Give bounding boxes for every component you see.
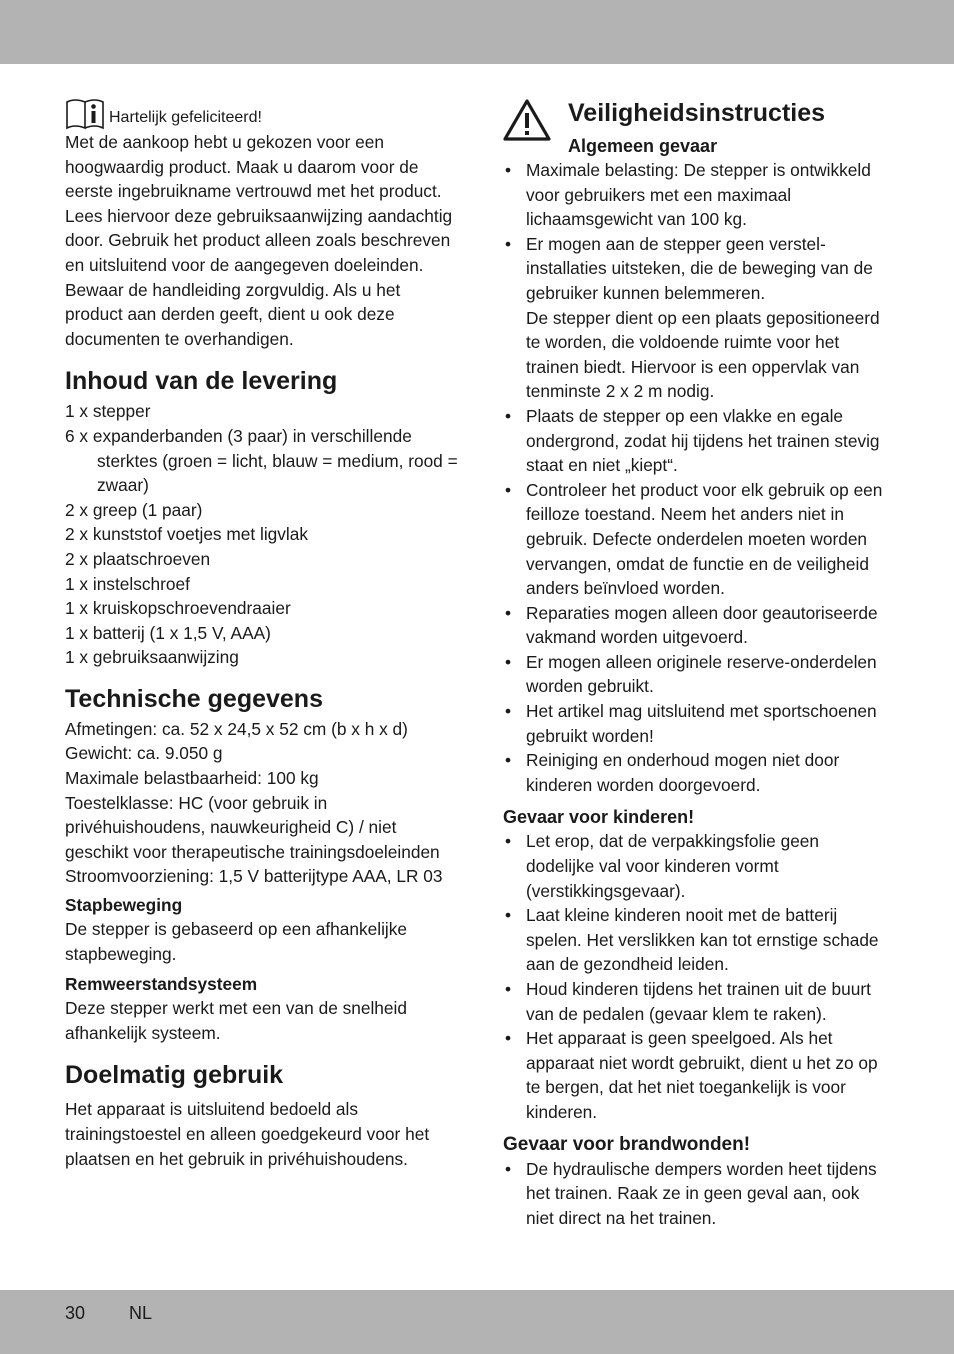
list-item: • Houd kinderen tijdens het trainen uit de buurt van de pedalen (gevaar klem te raken). — [503, 977, 888, 1026]
safety-heading: Veiligheidsinstructies — [568, 99, 826, 127]
burns-danger-list — [503, 1157, 888, 1231]
tech-line: Maximale belastbaarheid: 100 kg — [65, 768, 319, 789]
list-item: 2 x kunststof voetjes met ligvlak — [65, 524, 309, 545]
delivery-list — [65, 399, 460, 670]
rem-heading: Remweerstandsysteem — [65, 974, 258, 995]
intro-text: Met de aankoop hebt u gekozen voor een hoogwaardig product. Maak u daarom voor de eerste ingebruikname vertrouwd met het product. Lees hiervoor deze gebruiksaanwijzing aandachtig door. Gebruik het product alleen zoals beschreven en uitsluitend voor de aangegeven doeleinden. Bewaar de handleiding zorgvuldig. Als u het product aan derden geeft, dient u ook deze documenten te overhandigen. — [65, 132, 453, 349]
children-danger-heading: Gevaar voor kinderen! — [503, 807, 695, 828]
stap-text: De stepper is gebaseerd op een afhankelijke stapbeweging. — [65, 919, 408, 964]
info-book-icon — [65, 96, 105, 130]
general-danger-list — [503, 158, 888, 797]
list-item — [503, 232, 888, 404]
list-item: • Laat kleine kinderen nooit met de batterij spelen. Het verslikken kan tot ernstige schade aan de gezondheid leiden. — [503, 903, 888, 977]
list-item: 1 x instelschroef — [65, 573, 190, 594]
list-item: 1 x stepper — [65, 401, 151, 422]
intended-use-text: Het apparaat is uitsluitend bedoeld als trainingstoestel en alleen goedgekeurd voor het plaatsen en het gebruik in privéhuishoudens. — [65, 1099, 430, 1169]
stap-heading: Stapbeweging — [65, 895, 183, 916]
list-item-text: Er mogen aan de stepper geen verstelinstallaties uitsteken, die de beweging van de gebruiker kunnen belemmeren. — [526, 233, 873, 303]
children-danger-list — [503, 829, 888, 1124]
list-item: 2 x greep (1 paar) — [65, 499, 203, 520]
general-danger-heading: Algemeen gevaar — [568, 136, 718, 156]
intended-use-heading: Doelmatig gebruik — [65, 1061, 284, 1090]
list-item: 2 x plaatschroeven — [65, 548, 211, 569]
list-item: • Maximale belasting: De stepper is ontwikkeld voor gebruikers met een maximaal lichaamsgewicht van 100 kg. — [503, 158, 888, 232]
intro-greeting: Hartelijk gefeliciteerd! — [109, 109, 262, 126]
language-code: NL — [129, 1303, 153, 1323]
tech-line: Gewicht: ca. 9.050 g — [65, 743, 223, 764]
list-item: • Reparaties mogen alleen door geautoriseerde vakmand worden uitgevoerd. — [503, 601, 888, 650]
list-item: • Plaats de stepper op een vlakke en egale ondergrond, zodat hij tijdens het trainen stevig staat en niet „kiept“. — [503, 404, 888, 478]
page-number: 30 — [65, 1303, 86, 1323]
list-item: • De hydraulische dempers worden heet tijdens het trainen. Raak ze in geen geval aan, ook niet direct na het trainen. — [503, 1157, 888, 1231]
tech-line: Toestelklasse: HC (voor gebruik in privéhuishoudens, nauwkeurigheid C) / niet geschikt voor therapeutische trainingsdoeleinden — [65, 792, 440, 862]
list-item: • Reiniging en onderhoud mogen niet door kinderen worden doorgevoerd. — [503, 748, 888, 797]
technical-heading: Technische gegevens — [65, 684, 323, 713]
list-item: • Het artikel mag uitsluitend met sportschoenen gebruikt worden! — [503, 699, 888, 748]
list-item: 1 x batterij (1 x 1,5 V, AAA) — [65, 622, 271, 643]
burns-danger-heading: Gevaar voor brandwonden! — [503, 1133, 751, 1155]
list-item: • Er mogen alleen originele reserve-onderdelen worden gebruikt. — [503, 650, 888, 699]
list-item: • Controleer het product voor elk gebruik op een feilloze toestand. Neem het anders niet in gebruik. Defecte onderdelen moeten worden vervangen, omdat de functie en de veiligheid anders beïnvloed worden. — [503, 478, 888, 601]
safety-header — [503, 96, 888, 158]
rem-text: Deze stepper werkt met een van de snelheid afhankelijk systeem. — [65, 998, 407, 1043]
list-item-extra: De stepper dient op een plaats gepositioneerd te worden, die voldoende ruimte voor het trainen biedt. Hiervoor is een oppervlak van tenminste 2 x 2 m nodig. — [526, 307, 880, 402]
list-item: 1 x kruiskopschroevendraaier — [65, 598, 291, 619]
tech-line: Stroomvoorziening: 1,5 V batterijtype AAA, LR 03 — [65, 866, 443, 887]
warning-triangle-icon — [503, 98, 551, 142]
left-column — [65, 96, 460, 1171]
tech-line: Afmetingen: ca. 52 x 24,5 x 52 cm (b x h x d) — [65, 718, 408, 739]
technical-data — [65, 717, 460, 889]
right-column — [503, 96, 888, 1230]
list-item: 1 x gebruiksaanwijzing — [65, 647, 239, 668]
top-bar — [0, 0, 954, 64]
intro-first-line — [65, 96, 460, 130]
list-item: • Het apparaat is geen speelgoed. Als het apparaat niet wordt gebruikt, dient u het zo op te bergen, dat het niet toegankelijk is voor kinderen. — [503, 1026, 888, 1124]
delivery-heading: Inhoud van de levering — [65, 367, 338, 396]
list-item: 6 x expanderbanden (3 paar) in verschillende sterktes (groen = licht, blauw = medium, rood = zwaar) — [65, 425, 458, 496]
list-item: • Let erop, dat de verpakkingsfolie geen dodelijke val voor kinderen vormt (verstikkingsgevaar). — [503, 829, 888, 903]
